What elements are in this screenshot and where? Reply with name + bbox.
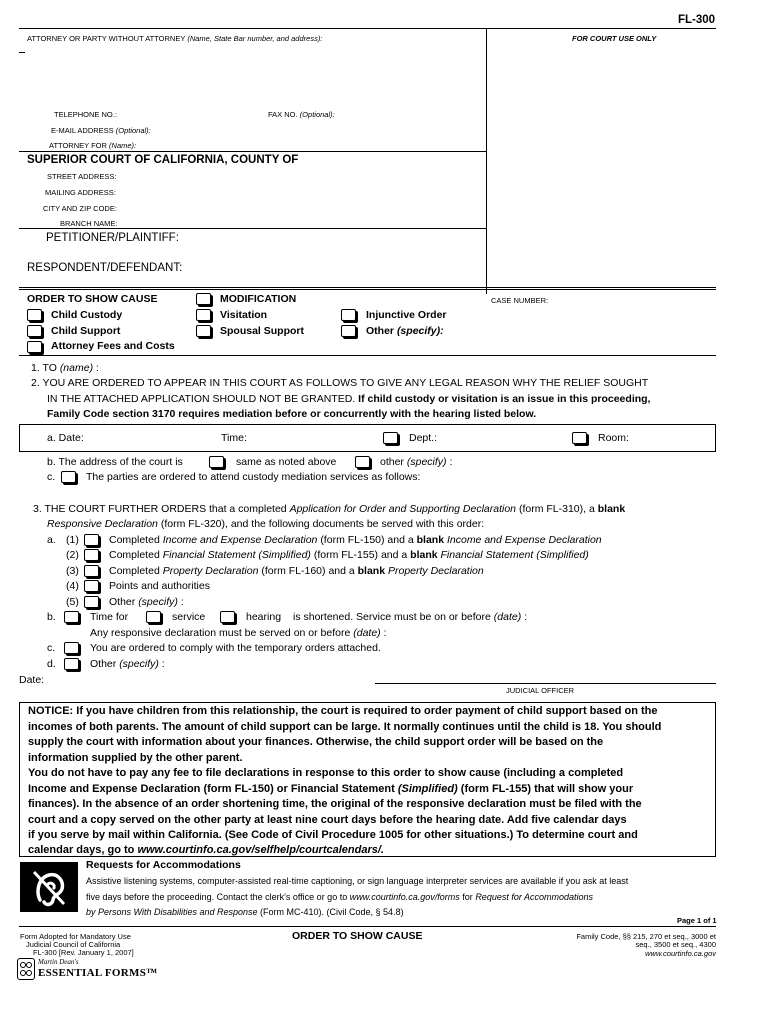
other-address-checkbox[interactable] xyxy=(355,456,370,468)
accommodations-title: Requests for Accommodations xyxy=(86,859,241,871)
street-label: STREET ADDRESS: xyxy=(47,172,117,181)
family-code-line2: seq., 3500 et seq., 4300 xyxy=(635,940,716,949)
modification-label: MODIFICATION xyxy=(220,293,297,305)
mediation-checkbox[interactable] xyxy=(61,471,76,483)
attorney-fees-checkbox[interactable] xyxy=(27,341,42,353)
time-for-label: Time for xyxy=(90,611,129,623)
notice-line: incomes of both parents. The amount of child support can be large. It normally continues until the child is 18. You should xyxy=(28,721,662,733)
brand-line2: ESSENTIAL FORMS™ xyxy=(38,967,158,979)
injunctive-label: Injunctive Order xyxy=(366,309,447,321)
form-id: FL-300 xyxy=(678,14,716,26)
judicial-officer-label: JUDICIAL OFFICER xyxy=(506,686,575,695)
signature-date-label: Date: xyxy=(19,674,45,686)
dept-label: Dept.: xyxy=(409,432,438,444)
notice-line: supply the court with information about your finances. Otherwise, the child support order will be based on the xyxy=(28,736,604,748)
item2-line2: IN THE ATTACHED APPLICATION SHOULD NOT BE GRANTED. If child custody or visitation is an issue in this proceeding, xyxy=(47,393,651,405)
financial-statement-label: Completed Financial Statement (Simplified) (form FL-155) and a blank Financial Statement (Simplified) xyxy=(109,549,589,561)
accommodations-line1: Assistive listening systems, computer-assisted real-time captioning, or sign language interpreter services are available if you ask at least xyxy=(86,876,629,886)
notice-line: NOTICE: If you have children from this relationship, the court is required to order payment of child support based on the xyxy=(28,705,658,717)
comply-checkbox[interactable] xyxy=(64,642,79,654)
time-for-checkbox[interactable] xyxy=(64,611,79,623)
item3a3-number: (3) xyxy=(66,565,79,577)
telephone-label: TELEPHONE NO.: xyxy=(54,110,117,119)
hearing-time-label: Time: xyxy=(221,432,247,444)
child-custody-checkbox[interactable] xyxy=(27,309,42,321)
other-orders-label: Other (specify) : xyxy=(90,658,165,670)
responsive-label: Any responsive declaration must be served on or before (date) : xyxy=(90,627,387,639)
mediation-prefix: c. xyxy=(47,471,56,483)
petitioner-label: PETITIONER/PLAINTIFF: xyxy=(46,232,179,244)
hearing-label: hearing xyxy=(246,611,282,623)
other-docs-label: Other (specify) : xyxy=(109,596,184,608)
item2-line3: Family Code section 3170 requires mediation before or concurrently with the hearing listed below. xyxy=(47,408,537,420)
notice-line: calendar days, go to www.courtinfo.ca.gov/selfhelp/courtcalendars/. xyxy=(28,844,384,856)
attorney-fees-label: Attorney Fees and Costs xyxy=(51,340,175,352)
case-number-label: CASE NUMBER: xyxy=(491,296,549,305)
item3c-label: c. xyxy=(47,642,56,654)
essential-forms-logo-icon xyxy=(17,958,35,980)
service-label: service xyxy=(172,611,206,623)
item3a-label: a. xyxy=(47,534,56,546)
notice-line: finances). In the absence of an order shortening time, the original of the responsive declaration must be filed with the xyxy=(28,798,642,810)
income-expense-checkbox[interactable] xyxy=(84,534,99,546)
form-adopted-line2: Judicial Council of California xyxy=(26,940,121,949)
modification-checkbox[interactable] xyxy=(196,293,211,305)
income-expense-label: Completed Income and Expense Declaration (form FL-150) and a blank Income and Expense Declaration xyxy=(109,534,602,546)
fax-label: FAX NO. (Optional): xyxy=(268,110,335,119)
room-checkbox[interactable] xyxy=(572,432,587,444)
visitation-label: Visitation xyxy=(220,309,268,321)
family-code-line1: Family Code, §§ 215, 270 et seq., 3000 et xyxy=(576,932,716,941)
item3-line2: Responsive Declaration (form FL-320), and the following documents be served with this order: xyxy=(47,518,485,530)
hearing-assistance-icon xyxy=(20,862,78,912)
points-authorities-label: Points and authorities xyxy=(109,580,210,592)
comply-label: You are ordered to comply with the temporary orders attached. xyxy=(90,642,381,654)
notice-line: You do not have to pay any fee to file declarations in response to this order to show cause (including a completed xyxy=(28,767,624,779)
attorney-label: ATTORNEY OR PARTY WITHOUT ATTORNEY (Name, State Bar number, and address): xyxy=(27,34,323,43)
spousal-support-checkbox[interactable] xyxy=(196,325,211,337)
form-adopted-line3: FL-300 [Rev. January 1, 2007] xyxy=(33,948,134,957)
page-number: Page 1 of 1 xyxy=(677,916,717,925)
attorney-for-label: ATTORNEY FOR (Name): xyxy=(49,141,137,150)
hearing-date-label: a. Date: xyxy=(47,432,84,444)
courtinfo-url: www.courtinfo.ca.gov xyxy=(645,949,716,958)
dept-checkbox[interactable] xyxy=(383,432,398,444)
same-address-label: same as noted above xyxy=(236,456,337,468)
notice-line: Income and Expense Declaration (form FL-150) or Financial Statement (Simplified) (form FL-155) that will show your xyxy=(28,783,634,795)
branch-label: BRANCH NAME: xyxy=(60,219,118,228)
court-address-label: b. The address of the court is xyxy=(47,456,183,468)
notice-box xyxy=(19,702,716,857)
court-use-label: FOR COURT USE ONLY xyxy=(572,34,657,43)
item3a2-number: (2) xyxy=(66,549,79,561)
service-checkbox[interactable] xyxy=(146,611,161,623)
brand-line1: Martin Dean's xyxy=(38,958,79,966)
accommodations-line2: five days before the proceeding. Contact the clerk's office or go to www.courtinfo.ca.gov/forms for Request for Accommodations xyxy=(86,892,594,902)
email-label: E-MAIL ADDRESS (Optional): xyxy=(51,126,151,135)
injunctive-checkbox[interactable] xyxy=(341,309,356,321)
spousal-support-label: Spousal Support xyxy=(220,325,304,337)
court-name: SUPERIOR COURT OF CALIFORNIA, COUNTY OF xyxy=(27,154,299,166)
item3a4-number: (4) xyxy=(66,580,79,592)
other-label: Other (specify): xyxy=(366,325,444,337)
osc-title: ORDER TO SHOW CAUSE xyxy=(27,293,158,305)
item1-label: 1. TO (name) : xyxy=(31,362,99,374)
same-address-checkbox[interactable] xyxy=(209,456,224,468)
mailing-label: MAILING ADDRESS: xyxy=(45,188,116,197)
item3a1-number: (1) xyxy=(66,534,79,546)
item2-line1: 2. YOU ARE ORDERED TO APPEAR IN THIS COURT AS FOLLOWS TO GIVE ANY LEGAL REASON WHY THE RELIEF SOUGHT xyxy=(31,377,649,389)
item3a5-number: (5) xyxy=(66,596,79,608)
mediation-label: The parties are ordered to attend custody mediation services as follows: xyxy=(86,471,421,483)
respondent-label: RESPONDENT/DEFENDANT: xyxy=(27,262,183,274)
other-orders-checkbox[interactable] xyxy=(64,658,79,670)
child-support-checkbox[interactable] xyxy=(27,325,42,337)
financial-statement-checkbox[interactable] xyxy=(84,549,99,561)
notice-line: court and a copy served on the other party at least nine court days before the hearing date. Add five calendar days xyxy=(28,814,627,826)
form-adopted-line1: Form Adopted for Mandatory Use xyxy=(20,932,131,941)
footer-title: ORDER TO SHOW CAUSE xyxy=(292,930,423,942)
notice-line: information supplied by the other parent. xyxy=(28,752,243,764)
child-support-label: Child Support xyxy=(51,325,121,337)
visitation-checkbox[interactable] xyxy=(196,309,211,321)
city-label: CITY AND ZIP CODE: xyxy=(43,204,117,213)
room-label: Room: xyxy=(598,432,629,444)
other-checkbox[interactable] xyxy=(341,325,356,337)
item3d-label: d. xyxy=(47,658,56,670)
points-authorities-checkbox[interactable] xyxy=(84,580,99,592)
hearing-checkbox[interactable] xyxy=(220,611,235,623)
shortened-label: is shortened. Service must be on or before (date) : xyxy=(293,611,528,623)
property-declaration-checkbox[interactable] xyxy=(84,565,99,577)
other-address-label: other (specify) : xyxy=(380,456,453,468)
other-docs-checkbox[interactable] xyxy=(84,596,99,608)
child-custody-label: Child Custody xyxy=(51,309,123,321)
item3b-label: b. xyxy=(47,611,56,623)
accommodations-line3: by Persons With Disabilities and Response (Form MC-410). (Civil Code, § 54.8) xyxy=(86,907,404,917)
property-declaration-label: Completed Property Declaration (form FL-160) and a blank Property Declaration xyxy=(109,565,484,577)
notice-line: if you serve by mail within California. (See Code of Civil Procedure 1005 for other situations.) To determine court and xyxy=(28,829,638,841)
item3-line1: 3. THE COURT FURTHER ORDERS that a completed Application for Order and Supporting Declaration (form FL-310), a blank xyxy=(33,503,626,515)
